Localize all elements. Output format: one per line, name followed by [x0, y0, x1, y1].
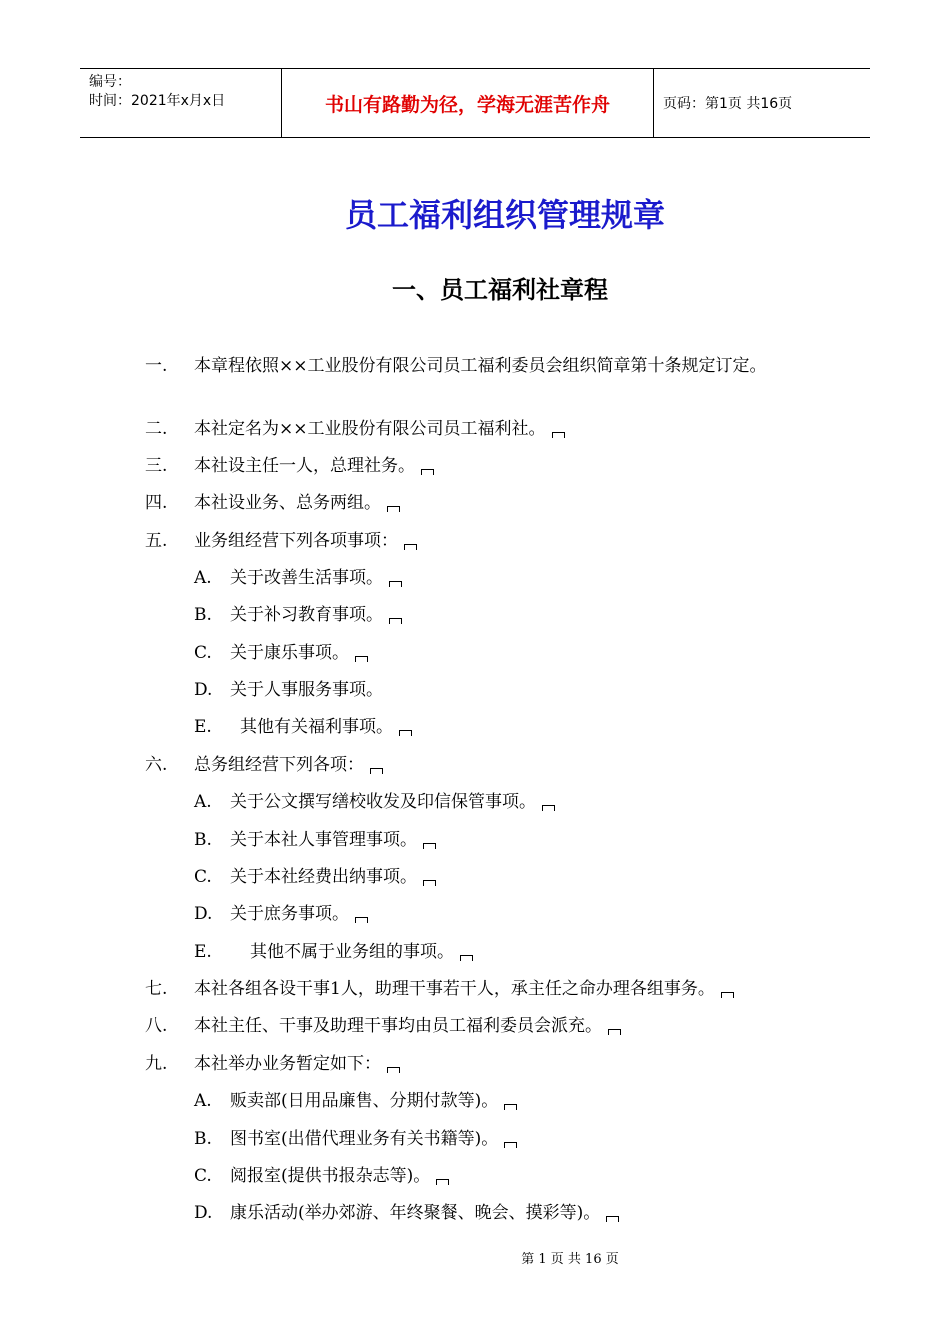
- item-text: 其他不属于业务组的事项。: [250, 942, 454, 962]
- header-page-info: 页码：第1页 共16页: [663, 96, 793, 112]
- item-number: 五.: [145, 531, 168, 551]
- item-number: C.: [194, 1166, 212, 1186]
- document-header: [80, 68, 870, 138]
- paragraph-mark-icon: [552, 432, 565, 438]
- item-text: 本社设业务、总务两组。: [194, 493, 381, 513]
- item-number: A.: [194, 568, 212, 588]
- item-number: D.: [194, 1203, 213, 1223]
- item-text: 贩卖部(日用品廉售、分期付款等)。: [230, 1091, 499, 1111]
- paragraph-mark-icon: [721, 992, 734, 998]
- header-motto: 书山有路勤为径，学海无涯苦作舟: [282, 69, 654, 137]
- item-number: B.: [194, 1129, 212, 1149]
- item-text: 关于本社经费出纳事项。: [230, 867, 417, 887]
- item-number: C.: [194, 867, 212, 887]
- item-number: A.: [194, 1091, 212, 1111]
- item-number: 四.: [145, 493, 168, 513]
- paragraph-mark-icon: [421, 469, 434, 475]
- item-text: 关于庶务事项。: [230, 904, 349, 924]
- item-text: 本章程依照××工业股份有限公司员工福利委员会组织简章第十条规定订定。: [194, 356, 767, 376]
- item-number: 八.: [145, 1016, 168, 1036]
- item-text: 本社定名为××工业股份有限公司员工福利社。: [194, 419, 546, 439]
- paragraph-mark-icon: [436, 1179, 449, 1185]
- paragraph-mark-icon: [399, 730, 412, 736]
- paragraph-mark-icon: [355, 917, 368, 923]
- paragraph-mark-icon: [542, 805, 555, 811]
- page-footer: 第 1 页 共 16 页: [521, 1252, 619, 1267]
- header-meta: [80, 69, 282, 137]
- paragraph-mark-icon: [370, 768, 383, 774]
- item-number: 二.: [145, 419, 168, 439]
- paragraph-mark-icon: [389, 618, 402, 624]
- document-title: 员工福利组织管理规章: [344, 196, 665, 234]
- paragraph-mark-icon: [423, 880, 436, 886]
- item-number: 三.: [145, 456, 168, 476]
- item-number: 九.: [145, 1054, 168, 1074]
- item-text: 关于改善生活事项。: [230, 568, 383, 588]
- item-text: 关于补习教育事项。: [230, 605, 383, 625]
- item-text: 本社各组各设干事1人，助理干事若干人，承主任之命办理各组事务。: [194, 979, 715, 999]
- item-number: 一.: [145, 356, 168, 376]
- item-number: E.: [194, 942, 212, 962]
- paragraph-mark-icon: [608, 1029, 621, 1035]
- paragraph-mark-icon: [423, 843, 436, 849]
- item-text: 图书室(出借代理业务有关书籍等)。: [230, 1129, 499, 1149]
- header-number-label: 编号：: [89, 74, 131, 90]
- item-text: 关于本社人事管理事项。: [230, 830, 417, 850]
- item-number: D.: [194, 680, 213, 700]
- paragraph-mark-icon: [404, 544, 417, 550]
- item-text: 总务组经营下列各项：: [194, 755, 364, 775]
- item-number: B.: [194, 830, 212, 850]
- item-text: 阅报室(提供书报杂志等)。: [230, 1166, 431, 1186]
- item-number: 六.: [145, 755, 168, 775]
- section-heading: 一、员工福利社章程: [392, 276, 608, 304]
- header-time-label: 时间：2021年x月x日: [89, 93, 226, 109]
- item-number: 七.: [145, 979, 168, 999]
- paragraph-mark-icon: [504, 1142, 517, 1148]
- paragraph-mark-icon: [389, 581, 402, 587]
- item-number: A.: [194, 792, 212, 812]
- paragraph-mark-icon: [355, 656, 368, 662]
- paragraph-mark-icon: [387, 1067, 400, 1073]
- item-text: 本社设主任一人，总理社务。: [194, 456, 415, 476]
- item-text: 康乐活动(举办郊游、年终聚餐、晚会、摸彩等)。: [230, 1203, 601, 1223]
- paragraph-mark-icon: [504, 1104, 517, 1110]
- item-text: 关于人事服务事项。: [230, 680, 383, 700]
- paragraph-mark-icon: [606, 1216, 619, 1222]
- item-number: C.: [194, 643, 212, 663]
- item-number: D.: [194, 904, 213, 924]
- item-text: 关于公文撰写缮校收发及印信保管事项。: [230, 792, 536, 812]
- item-text: 本社举办业务暂定如下：: [194, 1054, 381, 1074]
- item-text: 业务组经营下列各项事项：: [194, 531, 398, 551]
- item-text: 本社主任、干事及助理干事均由员工福利委员会派充。: [194, 1016, 602, 1036]
- paragraph-mark-icon: [387, 506, 400, 512]
- item-number: B.: [194, 605, 212, 625]
- item-number: E.: [194, 717, 212, 737]
- paragraph-mark-icon: [460, 955, 473, 961]
- item-text: 关于康乐事项。: [230, 643, 349, 663]
- item-text: 其他有关福利事项。: [240, 717, 393, 737]
